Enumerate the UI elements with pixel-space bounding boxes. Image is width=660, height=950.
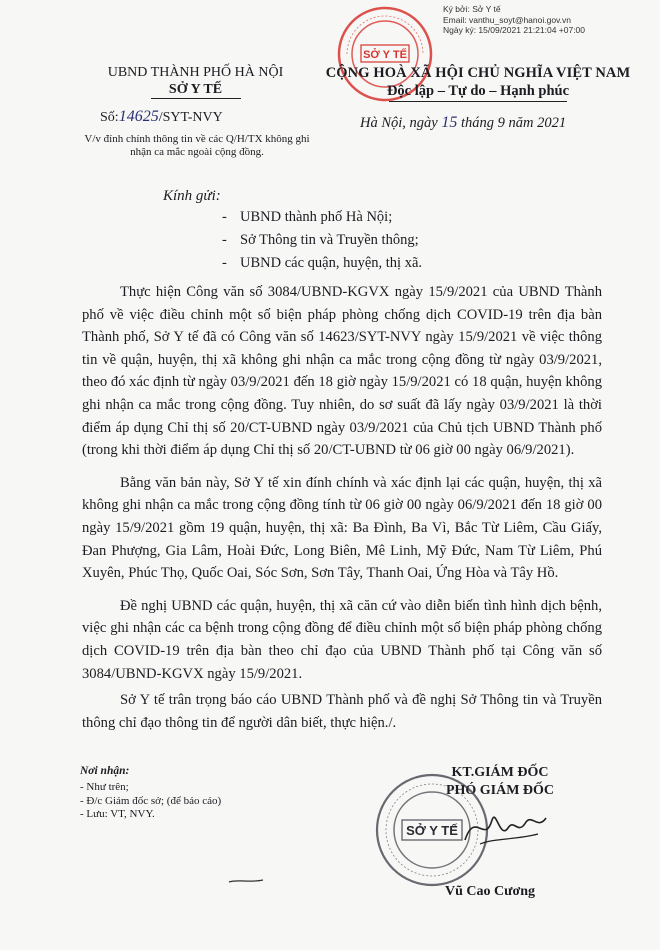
receivers-list	[80, 781, 221, 822]
place-date	[360, 114, 566, 132]
digital-signer: Ký bởi: Sở Y tế	[443, 4, 501, 14]
digital-signature-info	[443, 4, 585, 36]
issuing-authority	[78, 64, 313, 99]
date-prefix: Hà Nội, ngày	[360, 115, 438, 131]
signature-line-2: PHÓ GIÁM ĐỐC	[445, 783, 555, 798]
digital-email: Email: vanthu_soyt@hanoi.gov.vn	[443, 14, 572, 25]
receiver-item: - Như trên;	[80, 781, 221, 795]
number-prefix: Số:	[100, 110, 119, 125]
org-underline	[151, 98, 241, 99]
body-paragraph: Sở Y tế trân trọng báo cáo UBND Thành phố và đề nghị Sở Thông tin và Truyền thông chỉ đạo thông tin để người dân biết, thực hiện./.	[82, 692, 602, 731]
signer-name: Vũ Cao Cương	[445, 884, 536, 899]
svg-text:SỞ Y TẾ: SỞ Y TẾ	[406, 823, 458, 838]
digital-date: Ngày ký: 15/09/2021 21:21:04 +07:00	[443, 25, 586, 35]
svg-text:SỞ Y TẾ: SỞ Y TẾ	[363, 49, 407, 61]
pen-mark	[228, 877, 264, 885]
date-handwritten: 15	[441, 114, 458, 131]
national-header	[308, 64, 648, 102]
recipient-item: - Sở Thông tin và Truyền thông;	[222, 229, 422, 252]
recipient-list	[222, 206, 422, 275]
body-paragraph: Đề nghị UBND các quận, huyện, thị xã căn cứ vào diễn biến tình hình dịch bệnh, việc ghi nhận các ca bệnh trong cộng đồng để điều chỉnh một số biện pháp phòng chống dịch COVID-19 trên địa bàn theo chỉ đạo của UBND Thành phố tại Công văn số 3084/UBND-KGVX ngày 15/9/2021.	[82, 597, 602, 682]
motto-underline	[389, 101, 567, 102]
receiver-item: - Lưu: VT, NVY.	[80, 808, 221, 822]
nation-title: CỘNG HOÀ XÃ HỘI CHỦ NGHĨA VIỆT NAM	[325, 65, 631, 81]
number-handwritten: 14625	[118, 108, 159, 125]
body-paragraph: Thực hiện Công văn số 3084/UBND-KGVX ngày 15/9/2021 của UBND Thành phố về việc điều chỉnh một số biện pháp phòng chống dịch COVID-19 trên địa bàn Thành phố, Sở Y tế đã có Công văn số 14623/SYT-NVY ngày 15/9/2021 về việc thông tin về quận, huyện, thị xã không ghi nhận ca mắc trong cộng đồng từ ngày 03/9/2021, theo đó xác định từ ngày 03/9/2021 đến 18 giờ ngày 15/9/2021 có 18 quận, huyện không ghi nhận ca mắc trong cộng đồng. Tuy nhiên, do sơ suất đã lấy ngày 03/9/2021 là thời điểm áp dụng Chỉ thị số 20/CT-UBND ngày 03/9/2021 của Chủ tịch UBND Thành phố (trong khi thời điểm áp dụng Chỉ thị số 20/CT-UBND từ 06 giờ 00 ngày 06/9/2021).	[82, 284, 602, 459]
document-number	[100, 108, 223, 126]
greeting: Kính gửi:	[163, 188, 221, 204]
signature-line-1: KT.GIÁM ĐỐC	[451, 765, 549, 780]
body-paragraph: Bằng văn bản này, Sở Y tế xin đính chính và xác định lại các quận, huyện, thị xã không ghi nhận ca mắc trong cộng đồng tính từ 06 giờ 00 ngày 06/9/2021 đến 18 giờ 00 ngày 15/9/2021 gồm 19 quận, huyện, thị xã: Ba Đình, Ba Vì, Bắc Từ Liêm, Cầu Giấy, Đan Phượng, Gia Lâm, Hoài Đức, Long Biên, Mê Linh, Mỹ Đức, Nam Từ Liêm, Phú Xuyên, Phúc Thọ, Quốc Oai, Sóc Sơn, Sơn Tây, Thanh Oai, Ứng Hòa và Tây Hồ.	[82, 474, 602, 582]
recipient-item: - UBND thành phố Hà Nội;	[222, 206, 422, 229]
recipient-item: - UBND các quận, huyện, thị xã.	[222, 252, 422, 275]
document-body	[82, 281, 602, 744]
org-level-2: SỞ Y TẾ	[168, 82, 223, 97]
receivers-title: Nơi nhận:	[80, 765, 130, 777]
national-motto: Độc lập – Tự do – Hạnh phúc	[386, 83, 570, 99]
receiver-item: - Đ/c Giám đốc sở; (để báo cáo)	[80, 795, 221, 809]
document-subject: V/v đính chính thông tin về các Q/H/TX không ghi nhận ca mắc ngoài cộng đồng.	[84, 133, 310, 158]
org-level-1: UBND THÀNH PHỐ HÀ NỘI	[107, 65, 284, 80]
date-suffix: tháng 9 năm 2021	[460, 115, 567, 131]
number-suffix: /SYT-NVY	[158, 110, 223, 125]
handwritten-signature	[460, 800, 550, 860]
